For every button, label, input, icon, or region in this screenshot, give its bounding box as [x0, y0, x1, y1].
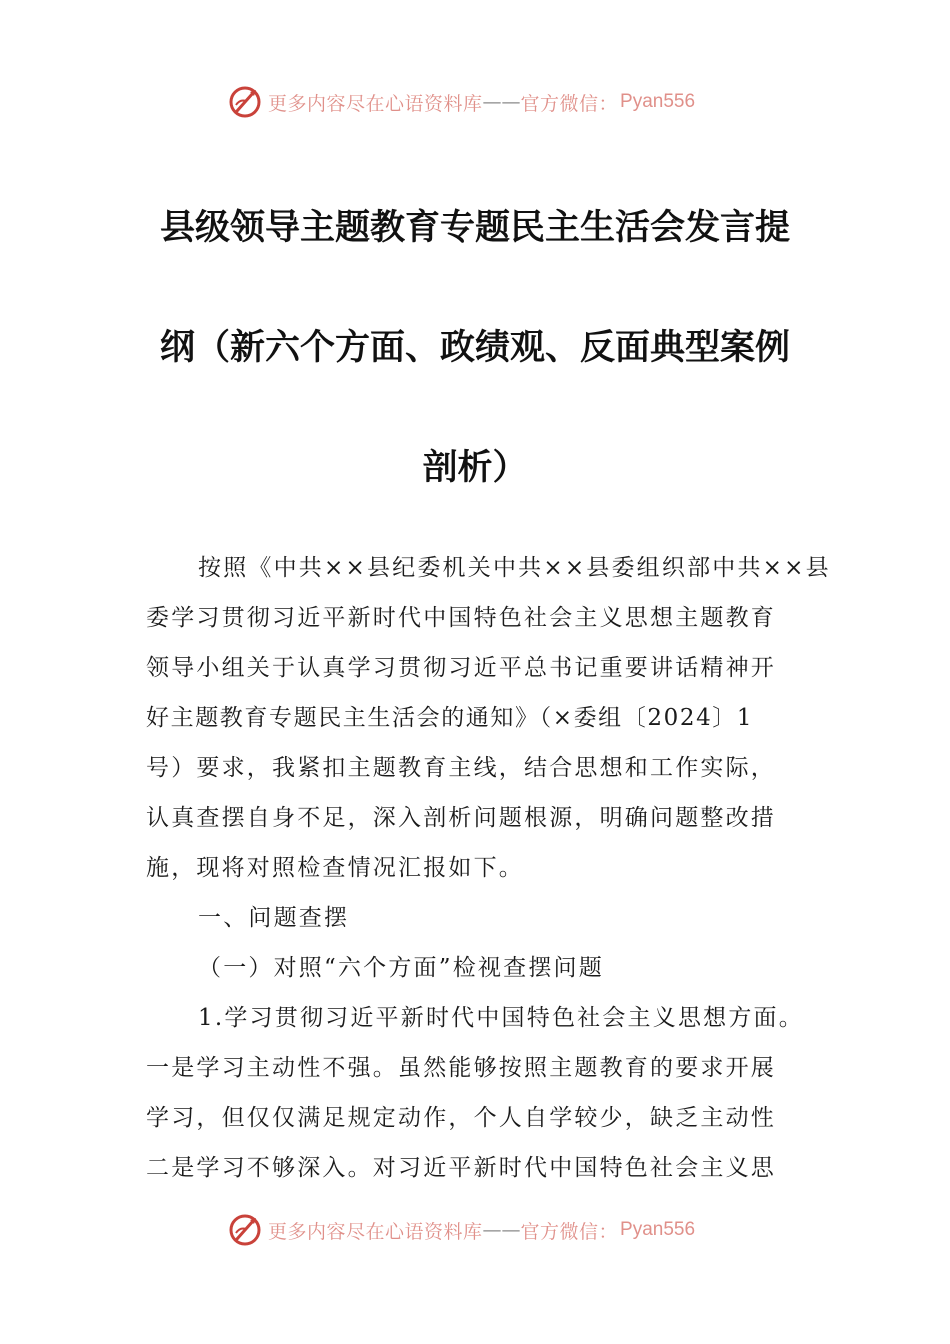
pen-logo-icon — [228, 1213, 262, 1247]
subsection-heading: （一）对照“六个方面”检视查摆问题 — [198, 955, 604, 981]
wechat-id: Pyan556 — [620, 1219, 696, 1240]
wechat-label: 官方微信： — [520, 92, 619, 115]
body-line: 二是学习不够深入。对习近平新时代中国特色社会主义思 — [146, 1155, 776, 1181]
body-line: 按照《中共××县纪委机关中共××县委组织部中共××县 — [198, 555, 831, 581]
banner-separator: —— — [482, 1219, 521, 1241]
title-line-2: 纲（新六个方面、政绩观、反面典型案例 — [159, 327, 790, 368]
body-line: 领导小组关于认真学习贯彻习近平总书记重要讲话精神开 — [146, 655, 776, 681]
header-banner — [228, 82, 728, 122]
footer-banner — [228, 1210, 728, 1250]
title-line-1: 县级领导主题教育专题民主生活会发言提 — [159, 207, 790, 248]
banner-separator: —— — [482, 91, 521, 113]
document-body — [146, 543, 831, 1193]
title-line-3: 剖析） — [422, 447, 528, 488]
body-line: 号）要求，我紧扣主题教育主线，结合思想和工作实际， — [146, 755, 776, 781]
body-line: 一是学习主动性不强。虽然能够按照主题教育的要求开展 — [146, 1055, 776, 1081]
body-line: 委学习贯彻习近平新时代中国特色社会主义思想主题教育 — [146, 605, 776, 631]
body-line: 认真查摆自身不足，深入剖析问题根源，明确问题整改措 — [146, 805, 776, 831]
body-line: 学习，但仅仅满足规定动作，个人自学较少，缺乏主动性 — [146, 1105, 776, 1131]
wechat-id: Pyan556 — [620, 91, 696, 112]
document-title — [120, 168, 830, 528]
body-line: 好主题教育专题民主生活会的通知》（×委组〔2024〕1 — [146, 705, 754, 731]
wechat-label: 官方微信： — [520, 1220, 619, 1243]
banner-text: 更多内容尽在心语资料库 — [268, 1220, 483, 1243]
body-line: 1.学习贯彻习近平新时代中国特色社会主义思想方面。 — [198, 1005, 804, 1031]
pen-logo-icon — [228, 85, 262, 119]
banner-text: 更多内容尽在心语资料库 — [268, 92, 483, 115]
body-line: 施，现将对照检查情况汇报如下。 — [146, 855, 524, 881]
section-heading: 一、问题查摆 — [198, 905, 350, 931]
